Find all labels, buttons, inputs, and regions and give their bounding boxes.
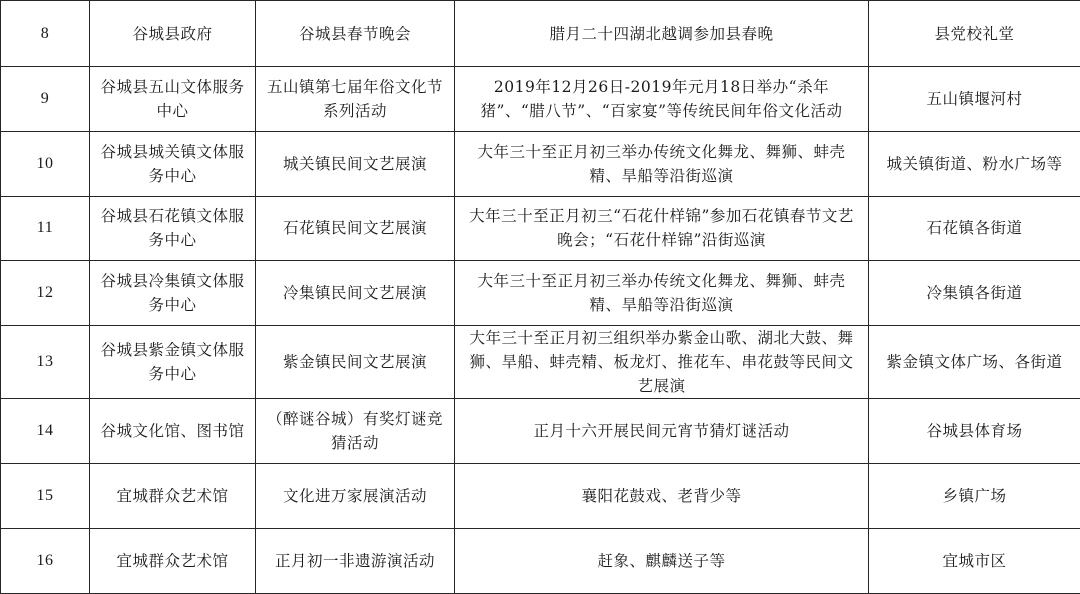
event-content-cell: 赶象、麒麟送子等	[455, 528, 869, 593]
row-number-cell: 14	[1, 399, 90, 464]
row-number-cell: 12	[1, 261, 90, 326]
table-row	[1, 326, 1080, 399]
event-name-cell: （醉谜谷城）有奖灯谜竞猜活动	[256, 399, 455, 464]
row-number-cell: 10	[1, 131, 90, 196]
row-number-cell: 9	[1, 67, 90, 132]
event-name-cell: 正月初一非遗游演活动	[256, 528, 455, 593]
row-number-cell: 11	[1, 196, 90, 261]
table-row	[1, 528, 1080, 593]
row-number-cell: 8	[1, 1, 90, 67]
organizer-cell: 谷城县紫金镇文体服务中心	[90, 326, 256, 399]
event-name-cell: 石花镇民间文艺展演	[256, 196, 455, 261]
row-number-cell: 13	[1, 326, 90, 399]
event-content-cell: 大年三十至正月初三举办传统文化舞龙、舞狮、蚌壳精、旱船等沿街巡演	[455, 261, 869, 326]
event-name-cell: 冷集镇民间文艺展演	[256, 261, 455, 326]
event-name-cell: 紫金镇民间文艺展演	[256, 326, 455, 399]
event-content-cell: 腊月二十四湖北越调参加县春晚	[455, 1, 869, 67]
organizer-cell: 谷城县五山文体服务中心	[90, 67, 256, 132]
venue-cell: 宜城市区	[869, 528, 1080, 593]
venue-cell: 紫金镇文体广场、各街道	[869, 326, 1080, 399]
organizer-cell: 谷城文化馆、图书馆	[90, 399, 256, 464]
table-row	[1, 261, 1080, 326]
event-content-cell: 大年三十至正月初三组织举办紫金山歌、湖北大鼓、舞狮、旱船、蚌壳精、板龙灯、推花车、串花鼓等民间文艺展演	[455, 326, 869, 399]
organizer-cell: 谷城县石花镇文体服务中心	[90, 196, 256, 261]
organizer-cell: 宜城群众艺术馆	[90, 463, 256, 528]
event-name-cell: 文化进万家展演活动	[256, 463, 455, 528]
table-row	[1, 399, 1080, 464]
table-row	[1, 196, 1080, 261]
table-row	[1, 131, 1080, 196]
venue-cell: 乡镇广场	[869, 463, 1080, 528]
row-number-cell: 16	[1, 528, 90, 593]
venue-cell: 冷集镇各街道	[869, 261, 1080, 326]
event-content-cell: 襄阳花鼓戏、老背少等	[455, 463, 869, 528]
event-name-cell: 城关镇民间文艺展演	[256, 131, 455, 196]
venue-cell: 五山镇堰河村	[869, 67, 1080, 132]
event-name-cell: 谷城县春节晚会	[256, 1, 455, 67]
event-content-cell: 大年三十至正月初三“石花什样锦”参加石花镇春节文艺晚会；“石花什样锦”沿街巡演	[455, 196, 869, 261]
venue-cell: 石花镇各街道	[869, 196, 1080, 261]
event-name-cell: 五山镇第七届年俗文化节系列活动	[256, 67, 455, 132]
table-row	[1, 67, 1080, 132]
venue-cell: 县党校礼堂	[869, 1, 1080, 67]
table-row	[1, 463, 1080, 528]
organizer-cell: 宜城群众艺术馆	[90, 528, 256, 593]
row-number-cell: 15	[1, 463, 90, 528]
event-content-cell: 2019年12月26日-2019年元月18日举办“杀年猪”、“腊八节”、“百家宴”等传统民间年俗文化活动	[455, 67, 869, 132]
event-content-cell: 大年三十至正月初三举办传统文化舞龙、舞狮、蚌壳精、旱船等沿街巡演	[455, 131, 869, 196]
organizer-cell: 谷城县城关镇文体服务中心	[90, 131, 256, 196]
event-content-cell: 正月十六开展民间元宵节猜灯谜活动	[455, 399, 869, 464]
organizer-cell: 谷城县政府	[90, 1, 256, 67]
venue-cell: 谷城县体育场	[869, 399, 1080, 464]
table-row	[1, 1, 1080, 67]
organizer-cell: 谷城县冷集镇文体服务中心	[90, 261, 256, 326]
venue-cell: 城关镇街道、粉水广场等	[869, 131, 1080, 196]
events-table-body	[1, 1, 1080, 594]
